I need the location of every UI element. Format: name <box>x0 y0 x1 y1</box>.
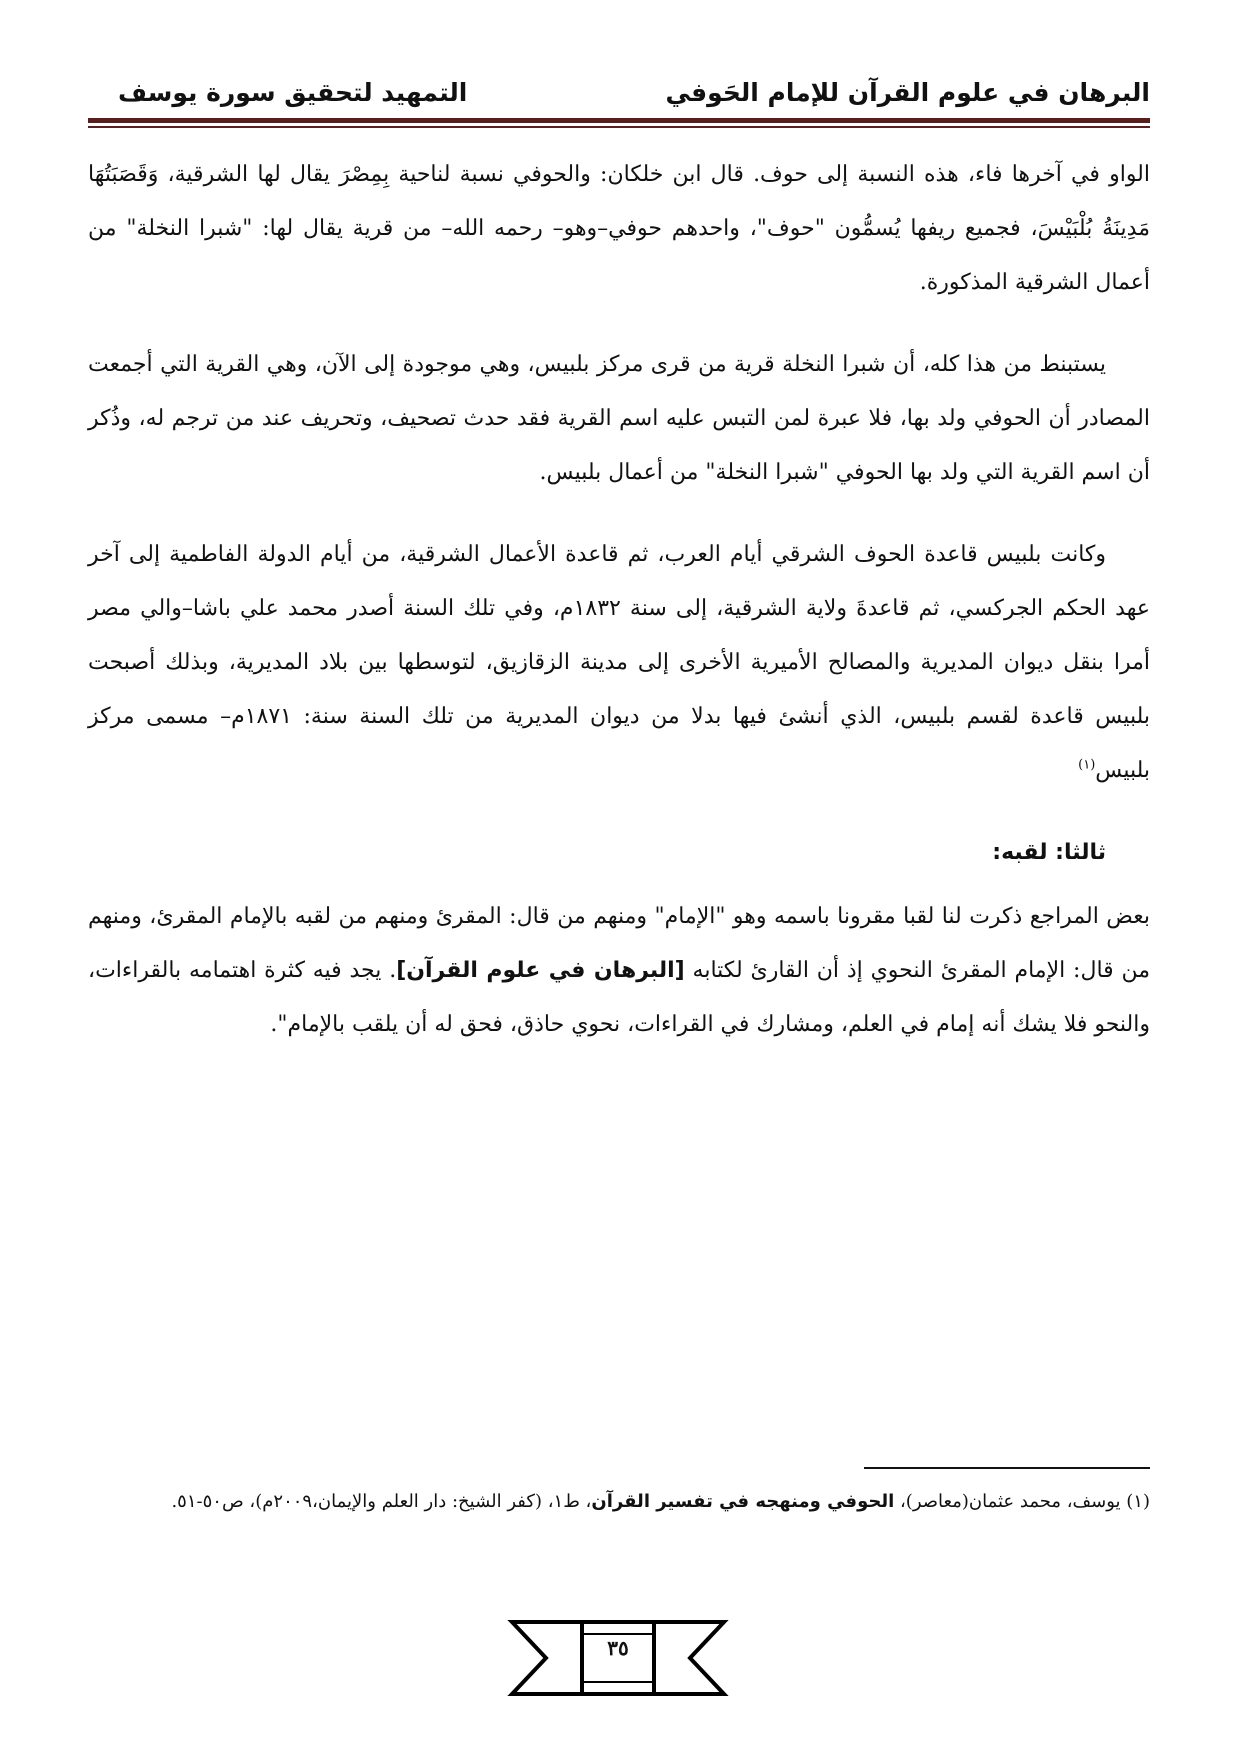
footnote-rule <box>864 1467 1150 1469</box>
document-page <box>88 0 1150 1754</box>
book-title: البرهان في علوم القرآن للإمام الحَوفي <box>665 78 1150 107</box>
header-rule-thick <box>88 118 1150 123</box>
paragraph-3-text: وكانت بلبيس قاعدة الحوف الشرقي أيام العرب، ثم قاعدة الأعمال الشرقية، من أيام الدولة الفاطمية إلى آخر عهد الحكم الجركسي، ثم قاعدةَ ولاية الشرقية، إلى سنة ١٨٣٢م، وفي تلك السنة أصدر محمد علي باشا–والي مصر أمرا بنقل ديوان المديرية والمصالح الأميرية الأخرى إلى مدينة الزقازيق، لتوسطها بين بلاد المديرية، وبذلك أصبحت بلبيس قاعدة لقسم بلبيس، الذي أنشئ فيها بدلا من ديوان المديرية من تلك السنة سنة: ١٨٧١م– مسمى مركز بلبيس <box>88 542 1150 783</box>
paragraph-1: الواو في آخرها فاء، هذه النسبة إلى حوف. قال ابن خلكان: والحوفي نسبة لناحية بِمِصْرَ يقال لها الشرقية، وَقَصَبَتُهَا مَدِينَةُ بُلْبَيْسَ، فجميع ريفها يُسمُّون "حوف"، واحدهم حوفي–وهو– رحمه الله– من قرية يقال لها: "شبرا النخلة" من أعمال الشرقية المذكورة. <box>88 162 1150 295</box>
page-number-ribbon <box>500 1612 736 1704</box>
body-text <box>88 148 1150 1080</box>
paragraph-4-text-a: بعض المراجع ذكرت لنا لقبا مقرونا باسمه وهو "الإمام" ومنهم من قال: المقرئ ومنهم من لقبه بالإمام المقرئ، ومنهم من قال: الإمام المقرئ النحوي إذ أن القارئ لكتابه <box>88 904 1151 983</box>
footnote <box>88 1477 1150 1527</box>
section-heading: ثالثا: لقبه: <box>992 840 1106 865</box>
paragraph-3 <box>88 528 1150 798</box>
paragraph-2: يستبنط من هذا كله، أن شبرا النخلة قرية من قرى مركز بلبيس، وهي موجودة إلى الآن، وهي القرية التي أجمعت المصادر أن الحوفي ولد بها، فلا عبرة لمن التبس عليه اسم القرية فقد حدث تصحيف، وتحريف عند من ترجم له، وذُكر أن اسم القرية التي ولد بها الحوفي "شبرا النخلة" من أعمال بلبيس. <box>88 352 1150 485</box>
header-rule-thin <box>88 126 1150 128</box>
section-title: التمهيد لتحقيق سورة يوسف <box>118 78 468 107</box>
book-title-bold: [البرهان في علوم القرآن] <box>396 958 685 983</box>
page-number: ٣٥ <box>607 1636 629 1660</box>
footnote-text-b: ، ط١، (كفر الشيخ: دار العلم والإيمان،٢٠٠٩م)، ص٥٠-٥١. <box>171 1491 592 1512</box>
paragraph-4-text-b: . يجد فيه كثرة اهتمامه بالقراءات، والنحو فلا يشك أنه إمام في العلم، ومشارك في القراءات، نحوي حاذق، فحق له أن يلقب بالإمام". <box>88 958 1150 1037</box>
footnote-text-a: (١) يوسف، محمد عثمان(معاصر)، <box>894 1491 1150 1512</box>
running-header <box>88 78 1150 118</box>
paragraph-4 <box>88 890 1150 1052</box>
footnote-title-bold: الحوفي ومنهجه في تفسير القرآن <box>591 1491 895 1512</box>
footnote-ref[interactable]: (١) <box>1078 757 1096 773</box>
